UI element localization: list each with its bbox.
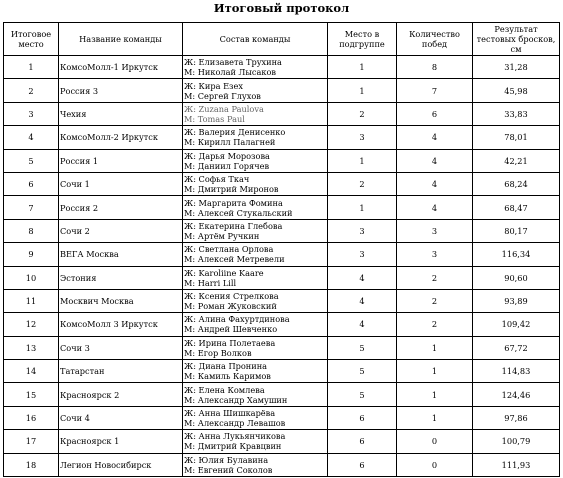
cell-wins: 0: [397, 430, 473, 453]
roster-male: М: Александр Левашов: [184, 418, 286, 429]
cell-result: 111,93: [473, 453, 560, 476]
cell-wins: 3: [397, 243, 473, 266]
cell-roster: [183, 360, 328, 383]
cell-result: 124,46: [473, 383, 560, 406]
cell-result: 78,01: [473, 126, 560, 149]
cell-roster: [183, 172, 328, 195]
roster-female: Ж: Karoliine Kaare: [184, 267, 264, 278]
cell-roster: [183, 430, 328, 453]
table-row: [4, 56, 560, 79]
cell-team: КомсоМолл-2 Иркутск: [59, 126, 183, 149]
table-header-row: [4, 23, 560, 56]
roster-female: Ж: Екатерина Глебова: [184, 220, 283, 231]
cell-place: 4: [4, 126, 59, 149]
roster-female: Ж: Валерия Денисенко: [184, 127, 286, 138]
cell-result: 42,21: [473, 149, 560, 172]
cell-team: Чехия: [59, 102, 183, 125]
cell-subgroup-place: 4: [328, 266, 397, 289]
cell-result: 109,42: [473, 313, 560, 336]
cell-result: 68,47: [473, 196, 560, 219]
table-row: [4, 219, 560, 242]
cell-wins: 1: [397, 360, 473, 383]
header-place: Итоговое место: [4, 23, 59, 56]
cell-subgroup-place: 5: [328, 336, 397, 359]
cell-team: ВЕГА Москва: [59, 243, 183, 266]
roster-male: М: Роман Жуковский: [184, 301, 277, 312]
roster-male: М: Евгений Соколов: [184, 464, 273, 475]
roster-female: Ж: Zuzana Paulova: [184, 103, 264, 114]
roster-female: Ж: Софья Ткач: [184, 174, 250, 185]
cell-wins: 2: [397, 266, 473, 289]
cell-subgroup-place: 3: [328, 126, 397, 149]
roster-male: М: Tomas Paul: [184, 113, 245, 124]
cell-place: 15: [4, 383, 59, 406]
cell-subgroup-place: 1: [328, 149, 397, 172]
cell-wins: 4: [397, 149, 473, 172]
roster-female: Ж: Анна Лукьянчикова: [184, 431, 286, 442]
cell-team: Татарстан: [59, 360, 183, 383]
cell-subgroup-place: 3: [328, 243, 397, 266]
cell-team: Сочи 1: [59, 172, 183, 195]
roster-male: М: Николай Лысаков: [184, 67, 277, 78]
cell-place: 11: [4, 289, 59, 312]
table-row: [4, 243, 560, 266]
cell-subgroup-place: 1: [328, 79, 397, 102]
cell-subgroup-place: 6: [328, 406, 397, 429]
cell-wins: 4: [397, 196, 473, 219]
cell-wins: 4: [397, 172, 473, 195]
cell-subgroup-place: 6: [328, 430, 397, 453]
table-row: [4, 266, 560, 289]
cell-place: 8: [4, 219, 59, 242]
cell-roster: [183, 336, 328, 359]
table-row: [4, 383, 560, 406]
roster-female: Ж: Юлия Булавина: [184, 454, 269, 465]
roster-male: М: Дмитрий Кравцвин: [184, 441, 282, 452]
cell-roster: [183, 102, 328, 125]
header-wins: Количество побед: [397, 23, 473, 56]
cell-team: Россия 1: [59, 149, 183, 172]
table-row: [4, 126, 560, 149]
roster-female: Ж: Анна Шишкарёва: [184, 408, 276, 419]
cell-roster: [183, 313, 328, 336]
cell-roster: [183, 56, 328, 79]
cell-team: КомсоМолл-1 Иркутск: [59, 56, 183, 79]
cell-wins: 0: [397, 453, 473, 476]
roster-male: М: Дмитрий Миронов: [184, 184, 279, 195]
cell-team: Сочи 2: [59, 219, 183, 242]
cell-place: 7: [4, 196, 59, 219]
cell-subgroup-place: 1: [328, 56, 397, 79]
cell-roster: [183, 406, 328, 429]
table-row: [4, 406, 560, 429]
cell-team: Легион Новосибирск: [59, 453, 183, 476]
table-row: [4, 313, 560, 336]
roster-male: М: Александр Хамушин: [184, 394, 288, 405]
cell-result: 68,24: [473, 172, 560, 195]
cell-subgroup-place: 4: [328, 313, 397, 336]
cell-roster: [183, 126, 328, 149]
roster-male: М: Камиль Каримов: [184, 371, 271, 382]
cell-subgroup-place: 5: [328, 360, 397, 383]
cell-place: 10: [4, 266, 59, 289]
table-body: [4, 56, 560, 477]
table-row: [4, 172, 560, 195]
table-row: [4, 453, 560, 476]
cell-roster: [183, 243, 328, 266]
cell-roster: [183, 219, 328, 242]
roster-male: М: Даниил Горячев: [184, 160, 270, 171]
cell-result: 80,17: [473, 219, 560, 242]
cell-roster: [183, 196, 328, 219]
cell-place: 3: [4, 102, 59, 125]
cell-team: Россия 2: [59, 196, 183, 219]
cell-result: 97,86: [473, 406, 560, 429]
roster-female: Ж: Светлана Орлова: [184, 244, 274, 255]
roster-male: М: Андрей Шевченко: [184, 324, 278, 335]
cell-team: Россия 3: [59, 79, 183, 102]
cell-subgroup-place: 3: [328, 219, 397, 242]
table-row: [4, 336, 560, 359]
cell-roster: [183, 453, 328, 476]
table-row: [4, 360, 560, 383]
cell-result: 90,60: [473, 266, 560, 289]
cell-team: КомсоМолл 3 Иркутск: [59, 313, 183, 336]
header-roster: Состав команды: [183, 23, 328, 56]
cell-wins: 7: [397, 79, 473, 102]
roster-female: Ж: Ирина Полетаева: [184, 337, 276, 348]
cell-wins: 4: [397, 126, 473, 149]
cell-result: 116,34: [473, 243, 560, 266]
cell-place: 1: [4, 56, 59, 79]
cell-wins: 1: [397, 336, 473, 359]
cell-team: Москвич Москва: [59, 289, 183, 312]
cell-team: Сочи 3: [59, 336, 183, 359]
cell-wins: 1: [397, 383, 473, 406]
cell-place: 9: [4, 243, 59, 266]
cell-roster: [183, 289, 328, 312]
cell-result: 114,83: [473, 360, 560, 383]
cell-team: Эстония: [59, 266, 183, 289]
roster-male: М: Егор Волков: [184, 347, 252, 358]
roster-male: М: Алексей Стукальский: [184, 207, 293, 218]
roster-female: Ж: Елена Комлева: [184, 384, 265, 395]
cell-wins: 2: [397, 289, 473, 312]
table-row: [4, 79, 560, 102]
cell-place: 5: [4, 149, 59, 172]
cell-team: Красноярск 2: [59, 383, 183, 406]
roster-female: Ж: Кира Езех: [184, 80, 243, 91]
cell-subgroup-place: 2: [328, 102, 397, 125]
table-row: [4, 289, 560, 312]
cell-place: 12: [4, 313, 59, 336]
results-table: [3, 22, 560, 477]
roster-male: М: Сергей Глухов: [184, 90, 261, 101]
cell-team: Красноярск 1: [59, 430, 183, 453]
cell-result: 31,28: [473, 56, 560, 79]
roster-female: Ж: Дарья Морозова: [184, 150, 270, 161]
roster-female: Ж: Маргарита Фомина: [184, 197, 283, 208]
header-subgroup-place: Место в подгруппе: [328, 23, 397, 56]
roster-male: М: Кирилл Палагней: [184, 137, 276, 148]
cell-roster: [183, 383, 328, 406]
roster-male: М: Harri Lill: [184, 277, 237, 288]
cell-subgroup-place: 2: [328, 172, 397, 195]
cell-team: Сочи 4: [59, 406, 183, 429]
roster-female: Ж: Елизавета Трухина: [184, 57, 282, 68]
cell-roster: [183, 149, 328, 172]
roster-male: М: Алексей Метревели: [184, 254, 285, 265]
table-row: [4, 149, 560, 172]
roster-female: Ж: Ксения Стрелкова: [184, 291, 279, 302]
cell-place: 13: [4, 336, 59, 359]
header-result: Результат тестовых бросков, см: [473, 23, 560, 56]
cell-wins: 8: [397, 56, 473, 79]
header-team: Название команды: [59, 23, 183, 56]
cell-subgroup-place: 5: [328, 383, 397, 406]
cell-place: 2: [4, 79, 59, 102]
roster-female: Ж: Диана Пронина: [184, 361, 268, 372]
cell-result: 100,79: [473, 430, 560, 453]
cell-subgroup-place: 1: [328, 196, 397, 219]
roster-female: Ж: Алина Фахуртдинова: [184, 314, 290, 325]
roster-male: М: Артём Ручкин: [184, 230, 260, 241]
cell-result: 93,89: [473, 289, 560, 312]
table-row: [4, 102, 560, 125]
table-row: [4, 430, 560, 453]
cell-wins: 3: [397, 219, 473, 242]
cell-place: 17: [4, 430, 59, 453]
cell-roster: [183, 266, 328, 289]
cell-place: 6: [4, 172, 59, 195]
cell-roster: [183, 79, 328, 102]
cell-place: 16: [4, 406, 59, 429]
cell-result: 45,98: [473, 79, 560, 102]
cell-place: 14: [4, 360, 59, 383]
cell-place: 18: [4, 453, 59, 476]
cell-subgroup-place: 6: [328, 453, 397, 476]
cell-result: 67,72: [473, 336, 560, 359]
cell-result: 33,83: [473, 102, 560, 125]
cell-wins: 1: [397, 406, 473, 429]
table-row: [4, 196, 560, 219]
cell-subgroup-place: 4: [328, 289, 397, 312]
cell-wins: 2: [397, 313, 473, 336]
cell-wins: 6: [397, 102, 473, 125]
page-title: Итоговый протокол: [213, 1, 350, 15]
